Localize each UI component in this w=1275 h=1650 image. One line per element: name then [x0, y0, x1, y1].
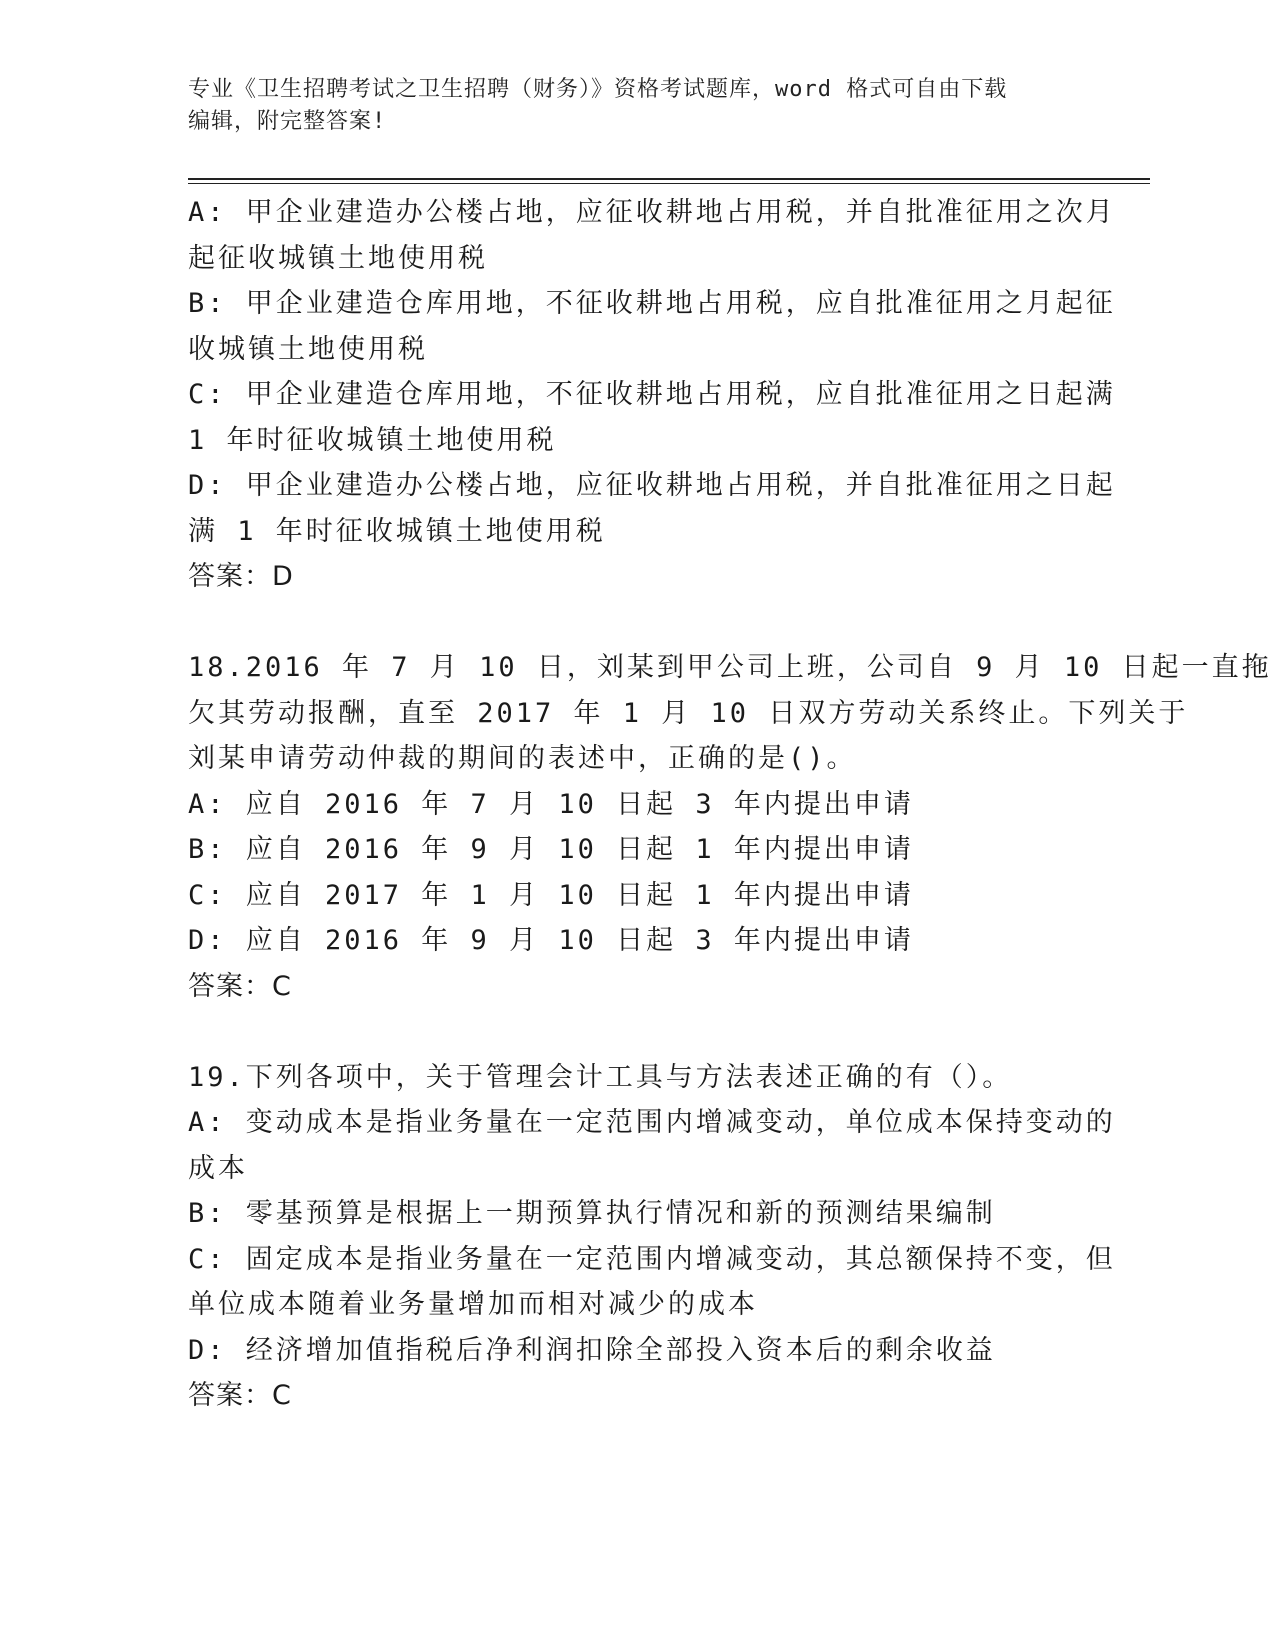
- q18-option-c: C: 应自 2017 年 1 月 10 日起 1 年内提出申请: [188, 879, 914, 911]
- q17-answer: 答案：D: [188, 561, 294, 592]
- q19-option-a-cont: 成本: [188, 1152, 248, 1184]
- question-18: [188, 645, 1272, 1009]
- q17-option-a: A: 甲企业建造办公楼占地，应征收耕地占用税，并自批准征用之次月: [188, 197, 1116, 228]
- q19-option-d: D: 经济增加值指税后净利润扣除全部投入资本后的剩余收益: [188, 1334, 996, 1366]
- spacer: [188, 600, 1088, 646]
- spacer: [188, 1009, 1088, 1055]
- question-19: [188, 1055, 1116, 1419]
- q17-option-a-cont: 起征收城镇土地使用税: [188, 242, 488, 274]
- q17-option-d-cont: 满 1 年时征收城镇土地使用税: [188, 515, 606, 547]
- q17-option-b: B: 甲企业建造仓库用地，不征收耕地占用税，应自批准征用之月起征: [188, 288, 1116, 319]
- q17-option-c-cont: 1 年时征收城镇土地使用税: [188, 424, 557, 456]
- q18-stem-2: 欠其劳动报酬，直至 2017 年 1 月 10 日双方劳动关系终止。下列关于: [188, 697, 1189, 729]
- question-content: [188, 190, 1272, 1419]
- q18-option-b: B: 应自 2016 年 9 月 10 日起 1 年内提出申请: [188, 834, 914, 865]
- q18-stem-1: 18.2016 年 7 月 10 日，刘某到甲公司上班，公司自 9 月 10 日起一直拖: [188, 652, 1272, 683]
- q19-option-a: A: 变动成本是指业务量在一定范围内增减变动，单位成本保持变动的: [188, 1107, 1116, 1138]
- q18-option-a: A: 应自 2016 年 7 月 10 日起 3 年内提出申请: [188, 788, 914, 820]
- q18-answer: 答案：C: [188, 970, 292, 1002]
- q17-option-b-cont: 收城镇土地使用税: [188, 333, 428, 365]
- q19-option-c: C: 固定成本是指业务量在一定范围内增减变动，其总额保持不变，但: [188, 1243, 1116, 1275]
- q19-stem: 19.下列各项中，关于管理会计工具与方法表述正确的有（）。: [188, 1061, 1013, 1093]
- header-divider-thick: [188, 178, 1150, 180]
- header-line-1: 专业《卫生招聘考试之卫生招聘（财务）》资格考试题库，word 格式可自由下载: [188, 77, 1008, 102]
- header-line-2: 编辑，附完整答案!: [188, 109, 387, 134]
- q18-stem-3: 刘某申请劳动仲裁的期间的表述中，正确的是()。: [188, 743, 857, 774]
- question-17: [188, 190, 1116, 600]
- q19-answer: 答案：C: [188, 1380, 292, 1411]
- q18-option-d: D: 应自 2016 年 9 月 10 日起 3 年内提出申请: [188, 925, 914, 956]
- q19-option-b: B: 零基预算是根据上一期预算执行情况和新的预测结果编制: [188, 1198, 996, 1229]
- q19-option-c-cont: 单位成本随着业务量增加而相对减少的成本: [188, 1289, 758, 1320]
- document-header: [188, 74, 1068, 138]
- header-divider-thin: [188, 183, 1150, 184]
- q17-option-d: D: 甲企业建造办公楼占地，应征收耕地占用税，并自批准征用之日起: [188, 470, 1116, 501]
- q17-option-c: C: 甲企业建造仓库用地，不征收耕地占用税，应自批准征用之日起满: [188, 379, 1116, 410]
